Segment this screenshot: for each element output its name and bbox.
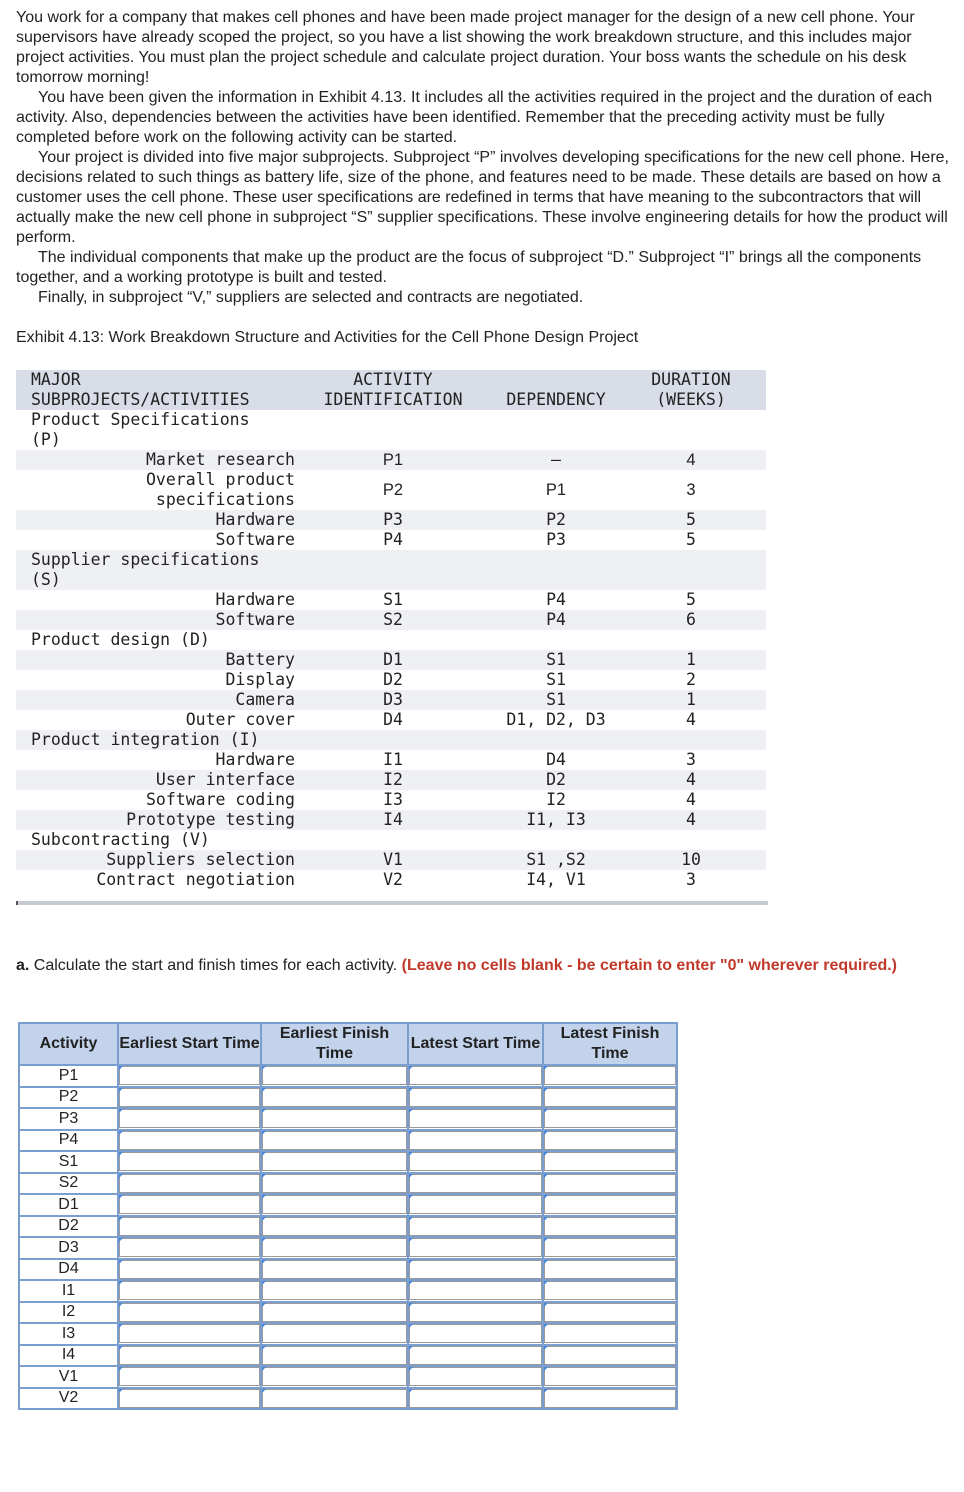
- header-earliest-start: Earliest Start Time: [118, 1023, 261, 1065]
- header-activity: Activity: [19, 1023, 118, 1065]
- question-label: a.: [16, 957, 30, 974]
- es-cell: [118, 1194, 261, 1216]
- ls-cell: [408, 1173, 543, 1195]
- activity-label: V2: [19, 1388, 118, 1410]
- activity-duration: 3: [686, 481, 696, 499]
- ls-cell: [408, 1259, 543, 1281]
- activity-label: P3: [19, 1108, 118, 1130]
- wbs-row-i4: [16, 810, 766, 830]
- wbs-row-p2: [16, 470, 766, 510]
- wbs-row-p3: [16, 510, 766, 530]
- activity-name: Display: [225, 670, 295, 689]
- p1-es-input[interactable]: [119, 1066, 260, 1085]
- activity-duration: 10: [681, 850, 701, 869]
- activity-name: Hardware: [215, 510, 295, 529]
- wbs-row-v1: [16, 850, 766, 870]
- activity-id: D1: [383, 650, 403, 669]
- activity-duration: 1: [686, 690, 696, 709]
- activity-duration: 2: [686, 670, 696, 689]
- wbs-row-p4: [16, 530, 766, 550]
- i2-lf-input[interactable]: [544, 1303, 676, 1322]
- lf-cell: [543, 1108, 677, 1130]
- p2-ef-input[interactable]: [262, 1088, 407, 1107]
- ls-cell: [408, 1065, 543, 1087]
- answer-row: [19, 1194, 677, 1216]
- ls-cell: [408, 1237, 543, 1259]
- ef-cell: [261, 1194, 408, 1216]
- p4-lf-input[interactable]: [544, 1131, 676, 1150]
- p1-lf-input[interactable]: [544, 1066, 676, 1085]
- intro-paragraph-4: The individual components that make up the product are the focus of subproject “D.” Subproject “I” brings all the components together, and a working prototype is built and tested.: [16, 249, 922, 286]
- intro-paragraph-3: Your project is divided into five major subprojects. Subproject “P” involves developing specifications for the new cell phone. Here, decisions related to such things as battery life, size of the phone, and features need to be made. These details are based on how a customer uses the cell phone. These user specifications are redefined in terms that have meaning to the subcontractors that will actually make the new cell phone in subproject “S” supplier specifications. These involve engineering details for how the product will perform.: [16, 149, 949, 246]
- d2-lf-input[interactable]: [544, 1217, 676, 1236]
- lf-cell: [543, 1302, 677, 1324]
- wbs-row-d1: [16, 650, 766, 670]
- es-cell: [118, 1388, 261, 1410]
- ef-cell: [261, 1345, 408, 1367]
- d2-ls-input[interactable]: [409, 1217, 542, 1236]
- ef-cell: [261, 1108, 408, 1130]
- activity-id: P4: [383, 530, 403, 549]
- ls-cell: [408, 1323, 543, 1345]
- es-cell: [118, 1323, 261, 1345]
- v2-ef-input[interactable]: [262, 1389, 407, 1408]
- ef-cell: [261, 1216, 408, 1238]
- ef-cell: [261, 1151, 408, 1173]
- d4-lf-input[interactable]: [544, 1260, 676, 1279]
- group-label: Supplier specifications: [31, 550, 260, 569]
- s2-ls-input[interactable]: [409, 1174, 542, 1193]
- i2-ef-input[interactable]: [262, 1303, 407, 1322]
- answer-row: [19, 1388, 677, 1410]
- lf-cell: [543, 1216, 677, 1238]
- p1-ef-input[interactable]: [262, 1066, 407, 1085]
- activity-id: I4: [383, 810, 403, 829]
- ef-cell: [261, 1280, 408, 1302]
- ls-cell: [408, 1216, 543, 1238]
- activity-duration: 4: [686, 451, 696, 469]
- activity-name: Hardware: [215, 750, 295, 769]
- wbs-row-d4: [16, 710, 766, 730]
- header-activity-id-line1: ACTIVITY: [353, 370, 433, 389]
- wbs-table: [16, 370, 766, 890]
- s2-lf-input[interactable]: [544, 1174, 676, 1193]
- answer-row: [19, 1345, 677, 1367]
- activity-id: V1: [383, 850, 403, 869]
- activity-id: P1: [382, 451, 404, 469]
- activity-name: Software: [215, 610, 295, 629]
- activity-name: Contract negotiation: [96, 870, 295, 889]
- activity-duration: 4: [686, 710, 696, 729]
- d2-ef-input[interactable]: [262, 1217, 407, 1236]
- ef-cell: [261, 1173, 408, 1195]
- lf-cell: [543, 1237, 677, 1259]
- activity-id: D2: [383, 670, 403, 689]
- question-instruction: (Leave no cells blank - be certain to enter "0" wherever required.): [401, 957, 898, 974]
- answer-row: [19, 1151, 677, 1173]
- es-cell: [118, 1173, 261, 1195]
- activity-label: P2: [19, 1087, 118, 1109]
- activity-duration: 1: [686, 650, 696, 669]
- i4-ls-input[interactable]: [409, 1346, 542, 1365]
- activity-label: I2: [19, 1302, 118, 1324]
- activity-duration: 6: [686, 610, 696, 629]
- activity-dependency: P3: [546, 530, 566, 549]
- d1-lf-input[interactable]: [544, 1195, 676, 1214]
- i2-es-input[interactable]: [119, 1303, 260, 1322]
- lf-cell: [543, 1065, 677, 1087]
- activity-name-line2: specifications: [155, 490, 295, 509]
- activity-dependency: I4, V1: [526, 870, 586, 889]
- es-cell: [118, 1108, 261, 1130]
- i4-ef-input[interactable]: [262, 1346, 407, 1365]
- es-cell: [118, 1237, 261, 1259]
- lf-cell: [543, 1280, 677, 1302]
- activity-dependency: D4: [546, 750, 566, 769]
- s1-ef-input[interactable]: [262, 1152, 407, 1171]
- answer-table: [18, 1022, 678, 1410]
- ls-cell: [408, 1194, 543, 1216]
- wbs-table-bottom-border: [16, 901, 768, 905]
- s2-es-input[interactable]: [119, 1174, 260, 1193]
- i3-es-input[interactable]: [119, 1324, 260, 1343]
- ef-cell: [261, 1366, 408, 1388]
- es-cell: [118, 1151, 261, 1173]
- intro-paragraph-2: You have been given the information in Exhibit 4.13. It includes all the activities required in the project and the duration of each activity. Also, dependencies between the activities have been identified. Remember that the preceding activity must be fully completed before work on the following activity can be started.: [16, 89, 933, 146]
- header-duration-line2: (WEEKS): [656, 390, 726, 409]
- p4-es-input[interactable]: [119, 1131, 260, 1150]
- activity-name: Prototype testing: [126, 810, 295, 829]
- activity-label: D1: [19, 1194, 118, 1216]
- lf-cell: [543, 1366, 677, 1388]
- header-earliest-finish: Earliest Finish Time: [261, 1023, 408, 1065]
- ls-cell: [408, 1388, 543, 1410]
- p3-ls-input[interactable]: [409, 1109, 542, 1128]
- s1-ls-input[interactable]: [409, 1152, 542, 1171]
- es-cell: [118, 1345, 261, 1367]
- header-dependency: DEPENDENCY: [506, 390, 606, 409]
- activity-label: S1: [19, 1151, 118, 1173]
- answer-row: [19, 1108, 677, 1130]
- p4-ef-input[interactable]: [262, 1131, 407, 1150]
- intro-paragraph-5: Finally, in subproject “V,” suppliers are selected and contracts are negotiated.: [38, 289, 584, 306]
- group-row-v: [16, 830, 766, 850]
- p3-es-input[interactable]: [119, 1109, 260, 1128]
- activity-name: User interface: [155, 770, 295, 789]
- activity-label: P4: [19, 1130, 118, 1152]
- activity-dependency: S1: [546, 670, 566, 689]
- lf-cell: [543, 1323, 677, 1345]
- activity-dependency: S1: [546, 690, 566, 709]
- group-row-s: [16, 550, 766, 590]
- v2-ls-input[interactable]: [409, 1389, 542, 1408]
- d4-ls-input[interactable]: [409, 1260, 542, 1279]
- s1-lf-input[interactable]: [544, 1152, 676, 1171]
- lf-cell: [543, 1087, 677, 1109]
- activity-dependency: D2: [546, 770, 566, 789]
- activity-name: Outer cover: [185, 710, 295, 729]
- v1-es-input[interactable]: [119, 1367, 260, 1386]
- activity-label: S2: [19, 1173, 118, 1195]
- d2-es-input[interactable]: [119, 1217, 260, 1236]
- activity-name: Software coding: [145, 790, 295, 809]
- wbs-row-i3: [16, 790, 766, 810]
- activity-name: Suppliers selection: [106, 850, 295, 869]
- activity-id: I3: [383, 790, 403, 809]
- question-text: Calculate the start and finish times for each activity.: [33, 957, 398, 974]
- lf-cell: [543, 1388, 677, 1410]
- wbs-row-i2: [16, 770, 766, 790]
- i1-ef-input[interactable]: [262, 1281, 407, 1300]
- lf-cell: [543, 1345, 677, 1367]
- activity-id: P3: [383, 510, 403, 529]
- header-activity-id-line2: IDENTIFICATION: [323, 390, 463, 409]
- activity-label: D2: [19, 1216, 118, 1238]
- lf-cell: [543, 1194, 677, 1216]
- activity-dependency: P4: [546, 590, 566, 609]
- answer-row: [19, 1259, 677, 1281]
- d4-es-input[interactable]: [119, 1260, 260, 1279]
- i2-ls-input[interactable]: [409, 1303, 542, 1322]
- group-label: Subcontracting (V): [31, 830, 210, 849]
- ls-cell: [408, 1366, 543, 1388]
- p3-ef-input[interactable]: [262, 1109, 407, 1128]
- v1-ls-input[interactable]: [409, 1367, 542, 1386]
- activity-id: I1: [383, 750, 403, 769]
- p3-lf-input[interactable]: [544, 1109, 676, 1128]
- d3-ls-input[interactable]: [409, 1238, 542, 1257]
- i3-ef-input[interactable]: [262, 1324, 407, 1343]
- activity-label: I1: [19, 1280, 118, 1302]
- p2-lf-input[interactable]: [544, 1088, 676, 1107]
- activity-duration: 5: [686, 510, 696, 529]
- es-cell: [118, 1065, 261, 1087]
- header-subprojects-line1: MAJOR: [31, 370, 81, 389]
- question-a: [16, 956, 916, 976]
- activity-name: Hardware: [215, 590, 295, 609]
- problem-statement: [16, 8, 956, 308]
- activity-label: I4: [19, 1345, 118, 1367]
- d3-lf-input[interactable]: [544, 1238, 676, 1257]
- answer-header-row: [19, 1023, 677, 1065]
- d4-ef-input[interactable]: [262, 1260, 407, 1279]
- es-cell: [118, 1216, 261, 1238]
- group-label: Product design (D): [31, 630, 210, 649]
- activity-dependency: P2: [546, 510, 566, 529]
- d3-ef-input[interactable]: [262, 1238, 407, 1257]
- i3-lf-input[interactable]: [544, 1324, 676, 1343]
- wbs-row-s2: [16, 610, 766, 630]
- activity-duration: 4: [686, 790, 696, 809]
- d1-es-input[interactable]: [119, 1195, 260, 1214]
- i1-ls-input[interactable]: [409, 1281, 542, 1300]
- activity-id: D3: [383, 690, 403, 709]
- header-latest-start: Latest Start Time: [408, 1023, 543, 1065]
- i4-lf-input[interactable]: [544, 1346, 676, 1365]
- s2-ef-input[interactable]: [262, 1174, 407, 1193]
- activity-dependency: S1: [546, 650, 566, 669]
- wbs-row-d2: [16, 670, 766, 690]
- activity-id: S1: [383, 590, 403, 609]
- activity-id: S2: [383, 610, 403, 629]
- ls-cell: [408, 1130, 543, 1152]
- activity-name: Battery: [225, 650, 295, 669]
- activity-duration: 5: [686, 590, 696, 609]
- ef-cell: [261, 1323, 408, 1345]
- activity-dependency: I1, I3: [526, 810, 586, 829]
- ls-cell: [408, 1302, 543, 1324]
- wbs-row-i1: [16, 750, 766, 770]
- answer-row: [19, 1280, 677, 1302]
- lf-cell: [543, 1173, 677, 1195]
- activity-id: D4: [383, 710, 403, 729]
- activity-name: Software: [215, 530, 295, 549]
- d1-ef-input[interactable]: [262, 1195, 407, 1214]
- ef-cell: [261, 1130, 408, 1152]
- activity-name: Overall product: [145, 470, 295, 489]
- wbs-header-row: [16, 370, 766, 410]
- header-latest-finish: Latest Finish Time: [543, 1023, 677, 1065]
- activity-name: Market research: [145, 450, 295, 469]
- activity-duration: 4: [686, 770, 696, 789]
- i1-es-input[interactable]: [119, 1281, 260, 1300]
- activity-label: P1: [19, 1065, 118, 1087]
- i3-ls-input[interactable]: [409, 1324, 542, 1343]
- answer-row: [19, 1065, 677, 1087]
- activity-dependency: —: [551, 450, 561, 469]
- activity-label: V1: [19, 1366, 118, 1388]
- intro-paragraph-1: You work for a company that makes cell phones and have been made project manager for the design of a new cell phone. Your supervisors have already scoped the project, so you have a list showing the work breakdown structure, and this includes major project activities. You must plan the project schedule and calculate project duration. Your boss wants the schedule on his desk tomorrow morning!: [16, 9, 915, 86]
- wbs-row-p1: [16, 450, 766, 470]
- activity-label: I3: [19, 1323, 118, 1345]
- group-row-p: [16, 410, 766, 450]
- answer-table-body: [19, 1065, 677, 1409]
- ef-cell: [261, 1087, 408, 1109]
- activity-dependency: P4: [546, 610, 566, 629]
- d3-es-input[interactable]: [119, 1238, 260, 1257]
- ef-cell: [261, 1065, 408, 1087]
- v2-lf-input[interactable]: [544, 1389, 676, 1408]
- header-duration-line1: DURATION: [651, 370, 731, 389]
- ls-cell: [408, 1108, 543, 1130]
- answer-row: [19, 1366, 677, 1388]
- activity-id: I2: [383, 770, 403, 789]
- lf-cell: [543, 1130, 677, 1152]
- activity-dependency: P1: [545, 481, 567, 499]
- activity-duration: 3: [686, 870, 696, 889]
- group-label-suffix: (P): [31, 430, 61, 449]
- activity-dependency: S1 ,S2: [526, 850, 586, 869]
- activity-label: D3: [19, 1237, 118, 1259]
- answer-row: [19, 1323, 677, 1345]
- p4-ls-input[interactable]: [409, 1131, 542, 1150]
- activity-label: D4: [19, 1259, 118, 1281]
- ls-cell: [408, 1345, 543, 1367]
- wbs-row-v2: [16, 870, 766, 890]
- es-cell: [118, 1280, 261, 1302]
- activity-duration: 5: [686, 530, 696, 549]
- exhibit-title: Exhibit 4.13: Work Breakdown Structure and Activities for the Cell Phone Design Project: [16, 329, 639, 346]
- ef-cell: [261, 1259, 408, 1281]
- p1-ls-input[interactable]: [409, 1066, 542, 1085]
- answer-row: [19, 1216, 677, 1238]
- ef-cell: [261, 1388, 408, 1410]
- es-cell: [118, 1259, 261, 1281]
- p2-ls-input[interactable]: [409, 1088, 542, 1107]
- es-cell: [118, 1087, 261, 1109]
- ls-cell: [408, 1151, 543, 1173]
- activity-id: P2: [382, 481, 404, 499]
- answer-row: [19, 1237, 677, 1259]
- activity-duration: 4: [686, 810, 696, 829]
- activity-dependency: D1, D2, D3: [506, 710, 606, 729]
- ef-cell: [261, 1302, 408, 1324]
- i4-es-input[interactable]: [119, 1346, 260, 1365]
- i1-lf-input[interactable]: [544, 1281, 676, 1300]
- es-cell: [118, 1130, 261, 1152]
- s1-es-input[interactable]: [119, 1152, 260, 1171]
- group-label: Product Specifications: [31, 410, 250, 429]
- group-label-suffix: (S): [31, 570, 61, 589]
- d1-ls-input[interactable]: [409, 1195, 542, 1214]
- group-row-i: [16, 730, 766, 750]
- activity-id: V2: [383, 870, 403, 889]
- group-row-d: [16, 630, 766, 650]
- es-cell: [118, 1366, 261, 1388]
- activity-name: Camera: [235, 690, 295, 709]
- v2-es-input[interactable]: [119, 1389, 260, 1408]
- answer-row: [19, 1087, 677, 1109]
- v1-ef-input[interactable]: [262, 1367, 407, 1386]
- activity-duration: 3: [686, 750, 696, 769]
- lf-cell: [543, 1259, 677, 1281]
- header-subprojects-line2: SUBPROJECTS/ACTIVITIES: [31, 390, 250, 409]
- wbs-row-s1: [16, 590, 766, 610]
- ls-cell: [408, 1087, 543, 1109]
- answer-row: [19, 1173, 677, 1195]
- group-label: Product integration (I): [31, 730, 260, 749]
- p2-es-input[interactable]: [119, 1088, 260, 1107]
- wbs-row-d3: [16, 690, 766, 710]
- activity-dependency: I2: [546, 790, 566, 809]
- ef-cell: [261, 1237, 408, 1259]
- v1-lf-input[interactable]: [544, 1367, 676, 1386]
- answer-row: [19, 1130, 677, 1152]
- lf-cell: [543, 1151, 677, 1173]
- es-cell: [118, 1302, 261, 1324]
- ls-cell: [408, 1280, 543, 1302]
- answer-row: [19, 1302, 677, 1324]
